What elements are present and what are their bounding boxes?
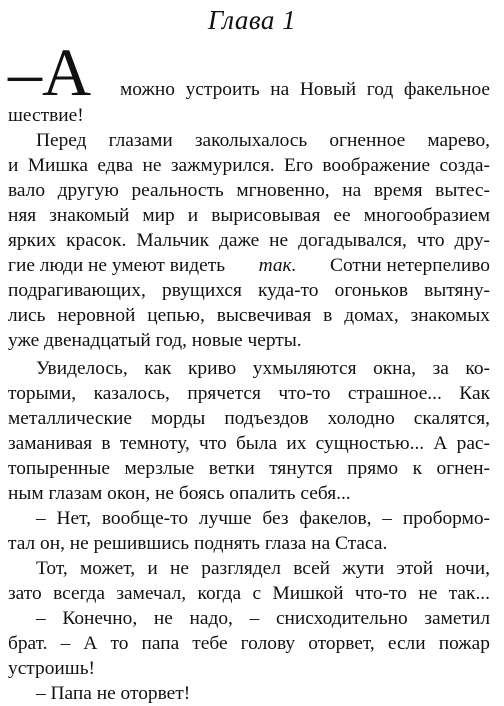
text-line-1: можно устроить на Новый год факельное [120,79,490,100]
text-line-22: – Конечно, не надо, – снисходительно заметил [36,608,490,629]
text-line-18: – Нет, вообще-то лучше без факелов, – пробормо- [36,508,490,529]
chapter-heading: Глава 1 [207,5,297,35]
text-line-5: вало другую реальность мгновенно, на время вытес- [8,180,490,201]
text-line-9: подрагивающих, рвущихся куда-то огоньков вытяну- [8,280,490,301]
text-line-10: лись неровной цепью, высвечивая в домах, знакомых [8,305,490,326]
text-line-8-end: Сотни нетерпеливо [330,255,490,276]
text-line-7: ярких красок. Мальчик даже не догадывался, что дру- [8,230,490,251]
text-line-24: устроишь! [8,658,96,679]
text-line-8-start: гие люди не умеют видеть [8,255,226,276]
text-line-13: торыми, казалось, прячется что-то страшное... Как [8,383,490,404]
text-line-21: зато всегда замечал, когда с Мишкой что-то не так... [8,583,490,604]
text-line-23: брат. – А то папа тебе голову оторвет, если пожар [8,633,490,654]
text-line-14: металлические морды подъездов холодно скалятся, [8,408,490,429]
drop-cap: –А [8,34,92,110]
text-line-2: шествие! [8,105,84,126]
text-line-3: Перед глазами заколыхалось огненное марево, [36,130,490,151]
text-line-16: топыренные мерзлые ветки тянутся прямо к огнен- [8,458,490,479]
text-line-15: заманивая в темноту, что была их сущностью... А рас- [8,433,490,454]
text-line-4: и Мишка едва не зажмурился. Его воображение созда- [8,155,490,176]
italic-emphasis: так. [258,255,297,276]
text-line-6: няя знакомый мир и вырисовывая ее многообразием [8,205,490,226]
text-line-11: уже двенадцатый год, новые черты. [8,330,302,351]
text-line-19: тал он, не решившись поднять глаза на Стаса. [8,533,388,554]
text-line-20: Тот, может, и не разглядел всей жути этой ночи, [36,558,490,579]
text-line-25: – Папа не оторвет! [36,683,191,704]
text-line-17: ным глазам окон, не боясь опалить себя... [8,483,351,504]
text-line-8 [8,254,490,278]
text-line-12: Увиделось, как криво ухмыляются окна, за ко- [36,358,490,379]
